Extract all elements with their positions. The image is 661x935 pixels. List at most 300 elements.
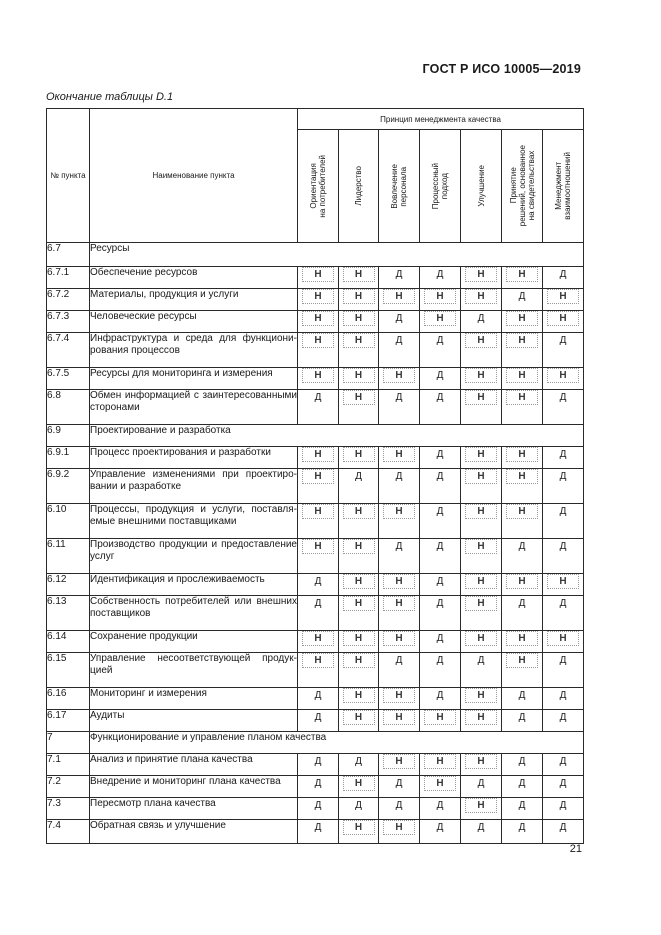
principle-cell bbox=[420, 596, 461, 631]
relevance-mark: Н bbox=[506, 469, 538, 484]
relevance-mark: Н bbox=[465, 688, 497, 703]
clause-number: 6.8 bbox=[47, 390, 90, 425]
relevance-mark: Д bbox=[436, 576, 444, 587]
relevance-mark: Н bbox=[506, 504, 538, 519]
principle-cell bbox=[298, 390, 339, 425]
clause-name: Собственность потребителей или внешних поставщиков bbox=[90, 596, 298, 631]
table-row bbox=[47, 539, 584, 574]
principle-cell bbox=[543, 798, 584, 820]
principle-cell bbox=[298, 688, 339, 710]
table-row bbox=[47, 469, 584, 504]
relevance-mark: Н bbox=[506, 447, 538, 462]
relevance-mark: Н bbox=[465, 754, 497, 769]
clause-name: Сохранение продукции bbox=[90, 631, 298, 653]
principle-cell bbox=[461, 574, 502, 596]
relevance-mark: Н bbox=[302, 653, 334, 668]
relevance-mark: Д bbox=[314, 756, 322, 767]
relevance-mark: Н bbox=[465, 333, 497, 348]
relevance-mark: Н bbox=[465, 710, 497, 725]
clause-name: Производство продукции и предоставление услуг bbox=[90, 539, 298, 574]
relevance-mark: Д bbox=[436, 655, 444, 666]
table-row bbox=[47, 333, 584, 368]
column-header-name: Наименование пункта bbox=[90, 109, 298, 243]
principle-cell bbox=[298, 631, 339, 653]
principle-cell bbox=[379, 596, 420, 631]
principle-header-label: Принятие решений, основанное на свидетельствах bbox=[508, 145, 536, 227]
principle-cell bbox=[420, 710, 461, 732]
principle-cell bbox=[420, 754, 461, 776]
principle-cell bbox=[298, 333, 339, 368]
relevance-mark: Н bbox=[343, 631, 375, 646]
principle-cell bbox=[461, 596, 502, 631]
relevance-mark: Д bbox=[559, 778, 567, 789]
relevance-mark: Д bbox=[518, 598, 526, 609]
principle-cell bbox=[339, 596, 379, 631]
principle-cell bbox=[379, 447, 420, 469]
relevance-mark: Н bbox=[465, 539, 497, 554]
principles-table bbox=[46, 108, 584, 844]
principle-cell bbox=[502, 653, 543, 688]
principle-header-label: Лидерство bbox=[354, 166, 363, 206]
relevance-mark: Н bbox=[506, 574, 538, 589]
relevance-mark: Н bbox=[302, 447, 334, 462]
principle-cell bbox=[379, 504, 420, 539]
relevance-mark: Д bbox=[436, 471, 444, 482]
principle-cell bbox=[339, 289, 379, 311]
relevance-mark: Н bbox=[424, 710, 456, 725]
relevance-mark: Д bbox=[395, 655, 403, 666]
relevance-mark: Н bbox=[424, 311, 456, 326]
principle-cell bbox=[339, 574, 379, 596]
relevance-mark: Д bbox=[518, 822, 526, 833]
principle-cell bbox=[420, 539, 461, 574]
relevance-mark: Н bbox=[383, 820, 415, 835]
clause-name: Материалы, продукция и услуги bbox=[90, 289, 298, 311]
principle-cell bbox=[420, 820, 461, 844]
principle-cell bbox=[420, 311, 461, 333]
principle-cell bbox=[379, 820, 420, 844]
relevance-mark: Д bbox=[477, 313, 485, 324]
principle-cell bbox=[461, 820, 502, 844]
table-row bbox=[47, 311, 584, 333]
relevance-mark: Д bbox=[436, 633, 444, 644]
relevance-mark: Д bbox=[559, 756, 567, 767]
clause-name: Обратная связь и улучшение bbox=[90, 820, 298, 844]
relevance-mark: Н bbox=[383, 504, 415, 519]
relevance-mark: Д bbox=[436, 269, 444, 280]
principle-cell bbox=[339, 447, 379, 469]
relevance-mark: Н bbox=[506, 653, 538, 668]
clause-name: Обеспечение ресурсов bbox=[90, 267, 298, 289]
principle-cell bbox=[379, 311, 420, 333]
clause-number: 6.7.1 bbox=[47, 267, 90, 289]
relevance-mark: Н bbox=[302, 504, 334, 519]
principle-cell bbox=[379, 390, 420, 425]
principle-cell bbox=[339, 631, 379, 653]
principle-header-label: Менеджмент взаимоотношений bbox=[554, 152, 573, 220]
principle-cell bbox=[379, 368, 420, 390]
relevance-mark: Н bbox=[465, 469, 497, 484]
clause-number: 6.9.2 bbox=[47, 469, 90, 504]
principle-header-label: Улучшение bbox=[476, 165, 486, 207]
relevance-mark: Д bbox=[314, 576, 322, 587]
relevance-mark: Д bbox=[355, 800, 362, 811]
section-title: Функционирование и управление планом качества bbox=[90, 732, 584, 754]
principle-header-label: Ориентация на потребителей bbox=[309, 154, 327, 218]
relevance-mark: Н bbox=[465, 267, 497, 282]
principle-header bbox=[298, 130, 339, 243]
principle-cell bbox=[379, 798, 420, 820]
column-header-principle: Принцип менеджмента качества bbox=[298, 109, 584, 130]
principle-cell bbox=[543, 368, 584, 390]
clause-number: 7.2 bbox=[47, 776, 90, 798]
relevance-mark: Д bbox=[436, 690, 444, 701]
relevance-mark: Н bbox=[547, 368, 579, 383]
table-row bbox=[47, 688, 584, 710]
relevance-mark: Н bbox=[343, 596, 375, 611]
clause-number: 6.17 bbox=[47, 710, 90, 732]
principle-cell bbox=[379, 289, 420, 311]
table-row bbox=[47, 368, 584, 390]
relevance-mark: Н bbox=[465, 390, 497, 405]
principle-cell bbox=[379, 267, 420, 289]
relevance-mark: Д bbox=[436, 335, 444, 346]
principle-cell bbox=[543, 574, 584, 596]
relevance-mark: Н bbox=[547, 631, 579, 646]
principle-cell bbox=[420, 776, 461, 798]
principle-cell bbox=[502, 798, 543, 820]
section-row bbox=[47, 732, 584, 754]
principle-cell bbox=[339, 776, 379, 798]
clause-number: 7.4 bbox=[47, 820, 90, 844]
table-row bbox=[47, 798, 584, 820]
relevance-mark: Н bbox=[465, 631, 497, 646]
relevance-mark: Н bbox=[383, 631, 415, 646]
principle-cell bbox=[298, 539, 339, 574]
relevance-mark: Н bbox=[424, 289, 456, 304]
principle-header bbox=[339, 130, 379, 243]
relevance-mark: Д bbox=[314, 690, 322, 701]
principle-cell bbox=[543, 311, 584, 333]
relevance-mark: Д bbox=[518, 756, 526, 767]
clause-name: Ресурсы для мониторинга и измерения bbox=[90, 368, 298, 390]
clause-number: 6.7.3 bbox=[47, 311, 90, 333]
relevance-mark: Н bbox=[343, 710, 375, 725]
principle-cell bbox=[543, 289, 584, 311]
principle-cell bbox=[379, 776, 420, 798]
clause-name: Управление несоответствующей продукцией bbox=[90, 653, 298, 688]
column-header-number: № пункта bbox=[47, 109, 90, 243]
relevance-mark: Н bbox=[465, 596, 497, 611]
relevance-mark: Н bbox=[343, 776, 375, 791]
relevance-mark: Н bbox=[465, 368, 497, 383]
principle-cell bbox=[502, 820, 543, 844]
principle-cell bbox=[339, 267, 379, 289]
principle-cell bbox=[502, 596, 543, 631]
principle-cell bbox=[298, 267, 339, 289]
clause-name: Идентификация и прослеживаемость bbox=[90, 574, 298, 596]
principle-cell bbox=[543, 539, 584, 574]
table-row bbox=[47, 574, 584, 596]
clause-number: 6.9.1 bbox=[47, 447, 90, 469]
principle-cell bbox=[461, 267, 502, 289]
clause-number: 6.7.2 bbox=[47, 289, 90, 311]
principle-cell bbox=[298, 447, 339, 469]
relevance-mark: Д bbox=[314, 778, 322, 789]
principle-cell bbox=[420, 390, 461, 425]
table-row bbox=[47, 754, 584, 776]
principle-cell bbox=[298, 289, 339, 311]
clause-number: 6.11 bbox=[47, 539, 90, 574]
principle-cell bbox=[298, 710, 339, 732]
principle-cell bbox=[298, 368, 339, 390]
relevance-mark: Н bbox=[547, 289, 579, 304]
principle-cell bbox=[502, 688, 543, 710]
principle-cell bbox=[461, 311, 502, 333]
principle-cell bbox=[543, 469, 584, 504]
relevance-mark: Н bbox=[383, 688, 415, 703]
principle-cell bbox=[379, 688, 420, 710]
principle-cell bbox=[379, 631, 420, 653]
relevance-mark: Д bbox=[518, 712, 526, 723]
relevance-mark: Н bbox=[383, 710, 415, 725]
relevance-mark: Д bbox=[559, 506, 567, 517]
principle-cell bbox=[543, 596, 584, 631]
relevance-mark: Д bbox=[559, 541, 567, 552]
relevance-mark: Д bbox=[314, 822, 322, 833]
relevance-mark: Н bbox=[302, 368, 334, 383]
relevance-mark: Д bbox=[559, 822, 567, 833]
relevance-mark: Н bbox=[465, 289, 497, 304]
principle-header-label: Процессный подход bbox=[431, 162, 449, 210]
clause-number: 6.7.4 bbox=[47, 333, 90, 368]
principle-cell bbox=[298, 776, 339, 798]
principle-cell bbox=[543, 820, 584, 844]
relevance-mark: Н bbox=[302, 631, 334, 646]
principle-cell bbox=[339, 820, 379, 844]
principle-cell bbox=[339, 754, 379, 776]
relevance-mark: Д bbox=[477, 778, 485, 789]
relevance-mark: Н bbox=[302, 311, 334, 326]
principle-cell bbox=[461, 469, 502, 504]
relevance-mark: Н bbox=[383, 596, 415, 611]
clause-name: Процесс проектирования и разработки bbox=[90, 447, 298, 469]
relevance-mark: Д bbox=[314, 800, 322, 811]
principle-cell bbox=[502, 776, 543, 798]
principle-cell bbox=[420, 504, 461, 539]
clause-number: 7.1 bbox=[47, 754, 90, 776]
table-row bbox=[47, 447, 584, 469]
principle-cell bbox=[461, 653, 502, 688]
principle-cell bbox=[420, 267, 461, 289]
relevance-mark: Н bbox=[506, 311, 538, 326]
principle-cell bbox=[339, 710, 379, 732]
principle-cell bbox=[379, 574, 420, 596]
clause-name: Внедрение и мониторинг плана качества bbox=[90, 776, 298, 798]
relevance-mark: Д bbox=[477, 822, 485, 833]
principle-cell bbox=[543, 504, 584, 539]
principle-cell bbox=[502, 390, 543, 425]
relevance-mark: Д bbox=[518, 800, 526, 811]
principle-cell bbox=[543, 754, 584, 776]
principle-cell bbox=[461, 390, 502, 425]
principle-cell bbox=[461, 631, 502, 653]
principle-cell bbox=[420, 574, 461, 596]
relevance-mark: Д bbox=[559, 449, 567, 460]
principle-cell bbox=[339, 333, 379, 368]
principle-cell bbox=[298, 574, 339, 596]
relevance-mark: Д bbox=[436, 370, 444, 381]
relevance-mark: Д bbox=[314, 712, 322, 723]
table-row bbox=[47, 504, 584, 539]
clause-number: 7 bbox=[47, 732, 90, 754]
principle-cell bbox=[543, 688, 584, 710]
relevance-mark: Н bbox=[343, 688, 375, 703]
clause-number: 6.14 bbox=[47, 631, 90, 653]
table-row bbox=[47, 653, 584, 688]
relevance-mark: Н bbox=[465, 447, 497, 462]
relevance-mark: Д bbox=[395, 471, 403, 482]
relevance-mark: Д bbox=[436, 822, 444, 833]
relevance-mark: Д bbox=[314, 392, 322, 403]
relevance-mark: Д bbox=[436, 449, 444, 460]
principle-header bbox=[502, 130, 543, 243]
principle-cell bbox=[298, 754, 339, 776]
relevance-mark: Д bbox=[559, 800, 567, 811]
relevance-mark: Н bbox=[343, 574, 375, 589]
clause-name: Аудиты bbox=[90, 710, 298, 732]
relevance-mark: Д bbox=[395, 335, 403, 346]
relevance-mark: Н bbox=[343, 820, 375, 835]
page-number: 21 bbox=[569, 843, 582, 855]
relevance-mark: Д bbox=[436, 392, 444, 403]
table-row bbox=[47, 289, 584, 311]
relevance-mark: Н bbox=[383, 574, 415, 589]
document-code: ГОСТ Р ИСО 10005—2019 bbox=[422, 62, 581, 76]
relevance-mark: Н bbox=[465, 504, 497, 519]
relevance-mark: Н bbox=[383, 447, 415, 462]
principle-cell bbox=[502, 267, 543, 289]
section-title: Ресурсы bbox=[90, 243, 584, 267]
relevance-mark: Д bbox=[395, 800, 403, 811]
principle-cell bbox=[298, 798, 339, 820]
principle-cell bbox=[379, 539, 420, 574]
relevance-mark: Н bbox=[547, 574, 579, 589]
relevance-mark: Д bbox=[436, 800, 444, 811]
principle-cell bbox=[461, 504, 502, 539]
relevance-mark: Н bbox=[506, 267, 538, 282]
principle-cell bbox=[379, 469, 420, 504]
principle-cell bbox=[543, 776, 584, 798]
principle-cell bbox=[502, 469, 543, 504]
principle-cell bbox=[420, 688, 461, 710]
principle-cell bbox=[543, 653, 584, 688]
principle-cell bbox=[461, 539, 502, 574]
principle-cell bbox=[298, 311, 339, 333]
principle-cell bbox=[502, 504, 543, 539]
principle-cell bbox=[339, 539, 379, 574]
relevance-mark: Д bbox=[559, 690, 567, 701]
clause-number: 6.12 bbox=[47, 574, 90, 596]
relevance-mark: Н bbox=[465, 574, 497, 589]
principle-cell bbox=[420, 368, 461, 390]
clause-number: 6.7.5 bbox=[47, 368, 90, 390]
principle-cell bbox=[502, 368, 543, 390]
relevance-mark: Д bbox=[395, 313, 403, 324]
principle-cell bbox=[298, 469, 339, 504]
principle-cell bbox=[339, 390, 379, 425]
relevance-mark: Н bbox=[547, 311, 579, 326]
table-caption: Окончание таблицы D.1 bbox=[46, 91, 174, 103]
relevance-mark: Д bbox=[436, 541, 444, 552]
relevance-mark: Д bbox=[436, 506, 444, 517]
clause-name: Анализ и принятие плана качества bbox=[90, 754, 298, 776]
clause-number: 6.15 bbox=[47, 653, 90, 688]
relevance-mark: Д bbox=[477, 655, 485, 666]
relevance-mark: Н bbox=[383, 754, 415, 769]
principle-cell bbox=[543, 390, 584, 425]
relevance-mark: Н bbox=[343, 504, 375, 519]
relevance-mark: Д bbox=[395, 541, 403, 552]
relevance-mark: Н bbox=[302, 333, 334, 348]
relevance-mark: Д bbox=[559, 335, 567, 346]
clause-name: Пересмотр плана качества bbox=[90, 798, 298, 820]
relevance-mark: Д bbox=[395, 392, 403, 403]
clause-name: Процессы, продукция и услуги, поставляемые внешними поставщиками bbox=[90, 504, 298, 539]
principle-header bbox=[420, 130, 461, 243]
principle-cell bbox=[339, 688, 379, 710]
relevance-mark: Д bbox=[518, 690, 526, 701]
principle-cell bbox=[420, 333, 461, 368]
relevance-mark: Н bbox=[506, 631, 538, 646]
section-title: Проектирование и разработка bbox=[90, 425, 584, 447]
principle-cell bbox=[461, 289, 502, 311]
principle-cell bbox=[339, 368, 379, 390]
principle-cell bbox=[461, 754, 502, 776]
principle-cell bbox=[461, 688, 502, 710]
principle-cell bbox=[298, 653, 339, 688]
relevance-mark: Н bbox=[343, 333, 375, 348]
relevance-mark: Н bbox=[506, 333, 538, 348]
relevance-mark: Д bbox=[436, 598, 444, 609]
clause-number: 6.9 bbox=[47, 425, 90, 447]
clause-name: Человеческие ресурсы bbox=[90, 311, 298, 333]
principle-cell bbox=[298, 504, 339, 539]
clause-name: Управление изменениями при проектировании и разработке bbox=[90, 469, 298, 504]
principle-cell bbox=[543, 333, 584, 368]
principle-cell bbox=[543, 267, 584, 289]
clause-number: 7.3 bbox=[47, 798, 90, 820]
clause-name: Мониторинг и измерения bbox=[90, 688, 298, 710]
principle-header bbox=[461, 130, 502, 243]
relevance-mark: Н bbox=[343, 289, 375, 304]
principle-cell bbox=[339, 653, 379, 688]
table-row bbox=[47, 710, 584, 732]
relevance-mark: Н bbox=[383, 289, 415, 304]
principle-cell bbox=[502, 289, 543, 311]
relevance-mark: Н bbox=[506, 390, 538, 405]
relevance-mark: Н bbox=[302, 289, 334, 304]
relevance-mark: Д bbox=[518, 541, 526, 552]
principle-cell bbox=[502, 311, 543, 333]
relevance-mark: Н bbox=[343, 267, 375, 282]
table-row bbox=[47, 820, 584, 844]
clause-number: 6.16 bbox=[47, 688, 90, 710]
relevance-mark: Д bbox=[559, 655, 567, 666]
relevance-mark: Н bbox=[465, 798, 497, 813]
clause-number: 6.10 bbox=[47, 504, 90, 539]
principle-cell bbox=[502, 333, 543, 368]
